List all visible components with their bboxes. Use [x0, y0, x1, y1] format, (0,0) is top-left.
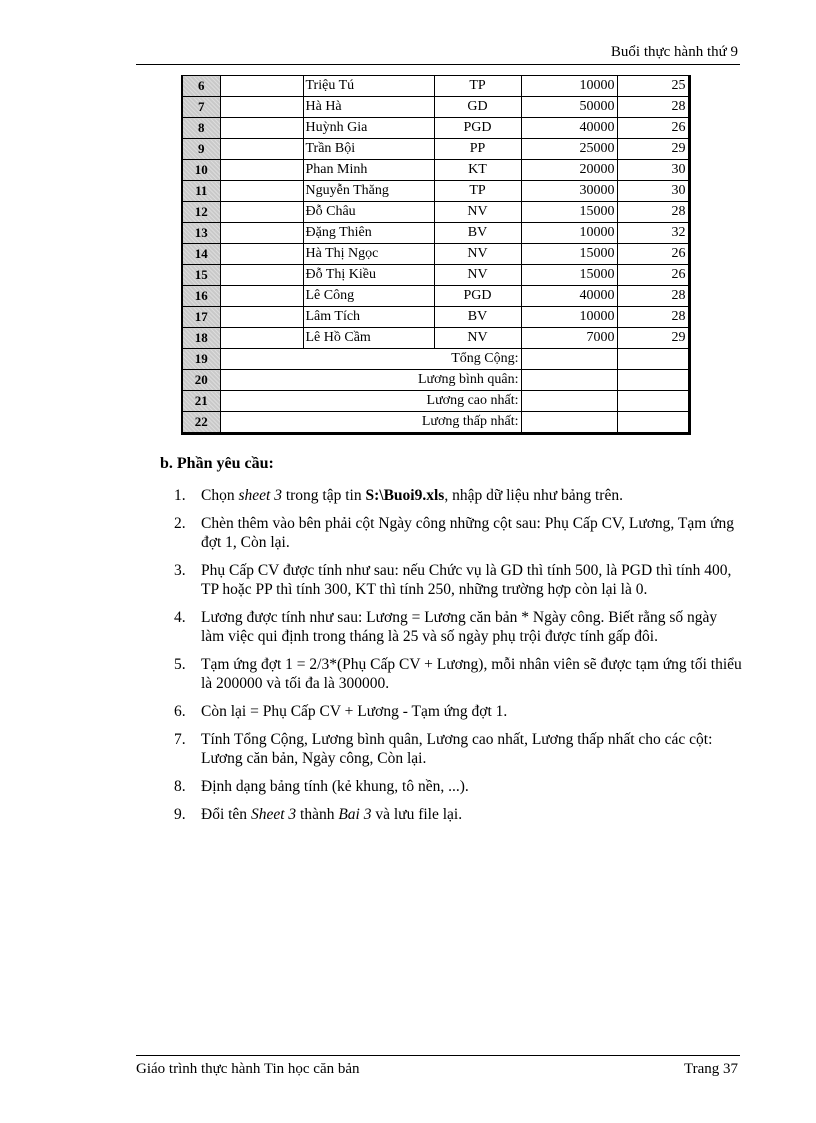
requirement-number: 3. — [174, 562, 186, 579]
position-cell[interactable]: KT — [434, 160, 521, 181]
summary-row — [182, 412, 689, 434]
table-row — [182, 76, 689, 97]
position-cell[interactable]: NV — [434, 244, 521, 265]
summary-label-cell[interactable]: Lương cao nhất: — [220, 391, 521, 412]
work-days-cell[interactable]: 26 — [617, 265, 689, 286]
blank-cell[interactable] — [220, 202, 303, 223]
blank-cell[interactable] — [220, 139, 303, 160]
requirement-item — [174, 608, 744, 646]
row-number-cell: 13 — [182, 223, 220, 244]
position-cell[interactable]: NV — [434, 328, 521, 349]
table-row — [182, 118, 689, 139]
employee-name-cell[interactable]: Trần Bội — [303, 139, 434, 160]
row-number-cell: 22 — [182, 412, 220, 434]
row-number-cell: 18 — [182, 328, 220, 349]
work-days-cell[interactable]: 32 — [617, 223, 689, 244]
employee-name-cell[interactable]: Lâm Tích — [303, 307, 434, 328]
requirement-number: 5. — [174, 656, 186, 673]
work-days-cell[interactable]: 30 — [617, 181, 689, 202]
row-number-cell: 21 — [182, 391, 220, 412]
base-salary-cell[interactable]: 40000 — [521, 286, 617, 307]
summary-salary-cell[interactable] — [521, 391, 617, 412]
employee-name-cell[interactable]: Hà Hà — [303, 97, 434, 118]
work-days-cell[interactable]: 25 — [617, 76, 689, 97]
table-row — [182, 202, 689, 223]
requirement-text: Đổi tên Sheet 3 thành Bai 3 và lưu file lại. — [201, 806, 463, 823]
spreadsheet-body — [182, 76, 689, 434]
blank-cell[interactable] — [220, 244, 303, 265]
requirement-text: Tạm ứng đợt 1 = 2/3*(Phụ Cấp CV + Lương), mỗi nhân viên sẽ được tạm ứng tối thiểu là 200000 và tối đa là 300000. — [201, 656, 742, 692]
spreadsheet-table — [181, 75, 691, 435]
table-row — [182, 160, 689, 181]
work-days-cell[interactable]: 28 — [617, 202, 689, 223]
requirement-text: Định dạng bảng tính (kẻ khung, tô nền, ...). — [201, 778, 469, 795]
summary-row — [182, 391, 689, 412]
employee-name-cell[interactable]: Hà Thị Ngọc — [303, 244, 434, 265]
requirement-item — [174, 561, 744, 599]
footer-rule — [136, 1055, 740, 1056]
work-days-cell[interactable]: 26 — [617, 244, 689, 265]
work-days-cell[interactable]: 28 — [617, 307, 689, 328]
table-row — [182, 181, 689, 202]
requirement-item — [174, 514, 744, 552]
blank-cell[interactable] — [220, 181, 303, 202]
requirement-item — [174, 486, 744, 505]
requirement-number: 6. — [174, 703, 186, 720]
base-salary-cell[interactable]: 50000 — [521, 97, 617, 118]
requirement-number: 7. — [174, 731, 186, 748]
table-row — [182, 265, 689, 286]
position-cell[interactable]: PP — [434, 139, 521, 160]
requirement-item — [174, 730, 744, 768]
requirement-text: Tính Tổng Cộng, Lương bình quân, Lương cao nhất, Lương thấp nhất cho các cột: Lương căn bản, Ngày công, Còn lại. — [201, 731, 717, 767]
employee-name-cell[interactable]: Nguyễn Thăng — [303, 181, 434, 202]
blank-cell[interactable] — [220, 160, 303, 181]
position-cell[interactable]: PGD — [434, 118, 521, 139]
position-cell[interactable]: NV — [434, 202, 521, 223]
table-row — [182, 244, 689, 265]
employee-name-cell[interactable]: Đặng Thiên — [303, 223, 434, 244]
position-cell[interactable]: TP — [434, 76, 521, 97]
requirement-number: 4. — [174, 609, 186, 626]
requirement-item — [174, 702, 744, 721]
blank-cell[interactable] — [220, 307, 303, 328]
requirement-number: 8. — [174, 778, 186, 795]
row-number-cell: 12 — [182, 202, 220, 223]
row-number-cell: 17 — [182, 307, 220, 328]
employee-name-cell[interactable]: Triệu Tú — [303, 76, 434, 97]
requirement-number: 9. — [174, 806, 186, 823]
row-number-cell: 9 — [182, 139, 220, 160]
row-number-cell: 19 — [182, 349, 220, 370]
row-number-cell: 6 — [182, 76, 220, 97]
position-cell[interactable]: NV — [434, 265, 521, 286]
footer-book-title: Giáo trình thực hành Tin học căn bản — [136, 1061, 360, 1077]
work-days-cell[interactable]: 29 — [617, 328, 689, 349]
summary-row — [182, 349, 689, 370]
summary-salary-cell[interactable] — [521, 349, 617, 370]
base-salary-cell[interactable]: 30000 — [521, 181, 617, 202]
table-row — [182, 97, 689, 118]
row-number-cell: 16 — [182, 286, 220, 307]
table-row — [182, 307, 689, 328]
blank-cell[interactable] — [220, 286, 303, 307]
requirement-text: Lương được tính như sau: Lương = Lương căn bản * Ngày công. Biết rằng số ngày làm việc qui định trong tháng là 25 và số ngày phụ trội được tính gấp đôi. — [201, 609, 718, 645]
position-cell[interactable]: BV — [434, 223, 521, 244]
summary-row — [182, 370, 689, 391]
requirement-text: Chọn sheet 3 trong tập tin S:\Buoi9.xls, nhập dữ liệu như bảng trên. — [201, 487, 623, 504]
base-salary-cell[interactable]: 15000 — [521, 244, 617, 265]
blank-cell[interactable] — [220, 265, 303, 286]
summary-days-cell[interactable] — [617, 391, 689, 412]
requirements-list — [174, 486, 744, 833]
base-salary-cell[interactable]: 10000 — [521, 307, 617, 328]
base-salary-cell[interactable]: 10000 — [521, 223, 617, 244]
row-number-cell: 10 — [182, 160, 220, 181]
page-header-title: Buổi thực hành thứ 9 — [610, 44, 738, 60]
summary-label-cell[interactable]: Lương bình quân: — [220, 370, 521, 391]
employee-name-cell[interactable]: Huỳnh Gia — [303, 118, 434, 139]
requirement-number: 2. — [174, 515, 186, 532]
summary-salary-cell[interactable] — [521, 370, 617, 391]
blank-cell[interactable] — [220, 223, 303, 244]
work-days-cell[interactable]: 28 — [617, 286, 689, 307]
employee-name-cell[interactable]: Đỗ Thị Kiều — [303, 265, 434, 286]
requirement-text: Chèn thêm vào bên phải cột Ngày công những cột sau: Phụ Cấp CV, Lương, Tạm ứng đợt 1, Còn lại. — [201, 515, 735, 551]
row-number-cell: 20 — [182, 370, 220, 391]
footer-page-number: Trang 37 — [683, 1061, 738, 1077]
blank-cell[interactable] — [220, 118, 303, 139]
summary-label-cell[interactable]: Tổng Cộng: — [220, 349, 521, 370]
table-row — [182, 139, 689, 160]
section-title: b. Phần yêu cầu: — [160, 455, 274, 472]
table-row — [182, 286, 689, 307]
requirement-text: Còn lại = Phụ Cấp CV + Lương - Tạm ứng đợt 1. — [201, 703, 508, 720]
base-salary-cell[interactable]: 25000 — [521, 139, 617, 160]
table-row — [182, 328, 689, 349]
summary-label-cell[interactable]: Lương thấp nhất: — [220, 412, 521, 434]
base-salary-cell[interactable]: 40000 — [521, 118, 617, 139]
table-row — [182, 223, 689, 244]
summary-days-cell[interactable] — [617, 349, 689, 370]
requirement-text: Phụ Cấp CV được tính như sau: nếu Chức vụ là GD thì tính 500, là PGD thì tính 400, TP hoặc PP thì tính 300, KT thì tính 250, những trường hợp còn lại là 0. — [201, 562, 732, 598]
summary-salary-cell[interactable] — [521, 412, 617, 434]
row-number-cell: 11 — [182, 181, 220, 202]
position-cell[interactable]: TP — [434, 181, 521, 202]
work-days-cell[interactable]: 28 — [617, 97, 689, 118]
base-salary-cell[interactable]: 10000 — [521, 76, 617, 97]
base-salary-cell[interactable]: 20000 — [521, 160, 617, 181]
work-days-cell[interactable]: 29 — [617, 139, 689, 160]
employee-name-cell[interactable]: Phan Minh — [303, 160, 434, 181]
summary-days-cell[interactable] — [617, 370, 689, 391]
employee-name-cell[interactable]: Đỗ Châu — [303, 202, 434, 223]
header-rule — [136, 64, 740, 65]
base-salary-cell[interactable]: 15000 — [521, 265, 617, 286]
row-number-cell: 7 — [182, 97, 220, 118]
blank-cell[interactable] — [220, 97, 303, 118]
work-days-cell[interactable]: 30 — [617, 160, 689, 181]
position-cell[interactable]: GD — [434, 97, 521, 118]
requirement-item — [174, 777, 744, 796]
summary-days-cell[interactable] — [617, 412, 689, 434]
base-salary-cell[interactable]: 15000 — [521, 202, 617, 223]
employee-name-cell[interactable]: Lê Công — [303, 286, 434, 307]
requirement-number: 1. — [174, 487, 186, 504]
blank-cell[interactable] — [220, 76, 303, 97]
position-cell[interactable]: PGD — [434, 286, 521, 307]
work-days-cell[interactable]: 26 — [617, 118, 689, 139]
requirement-item — [174, 655, 744, 693]
position-cell[interactable]: BV — [434, 307, 521, 328]
row-number-cell: 8 — [182, 118, 220, 139]
row-number-cell: 14 — [182, 244, 220, 265]
row-number-cell: 15 — [182, 265, 220, 286]
requirement-item — [174, 805, 744, 824]
employee-name-cell[interactable]: Lê Hồ Cầm — [303, 328, 434, 349]
base-salary-cell[interactable]: 7000 — [521, 328, 617, 349]
blank-cell[interactable] — [220, 328, 303, 349]
